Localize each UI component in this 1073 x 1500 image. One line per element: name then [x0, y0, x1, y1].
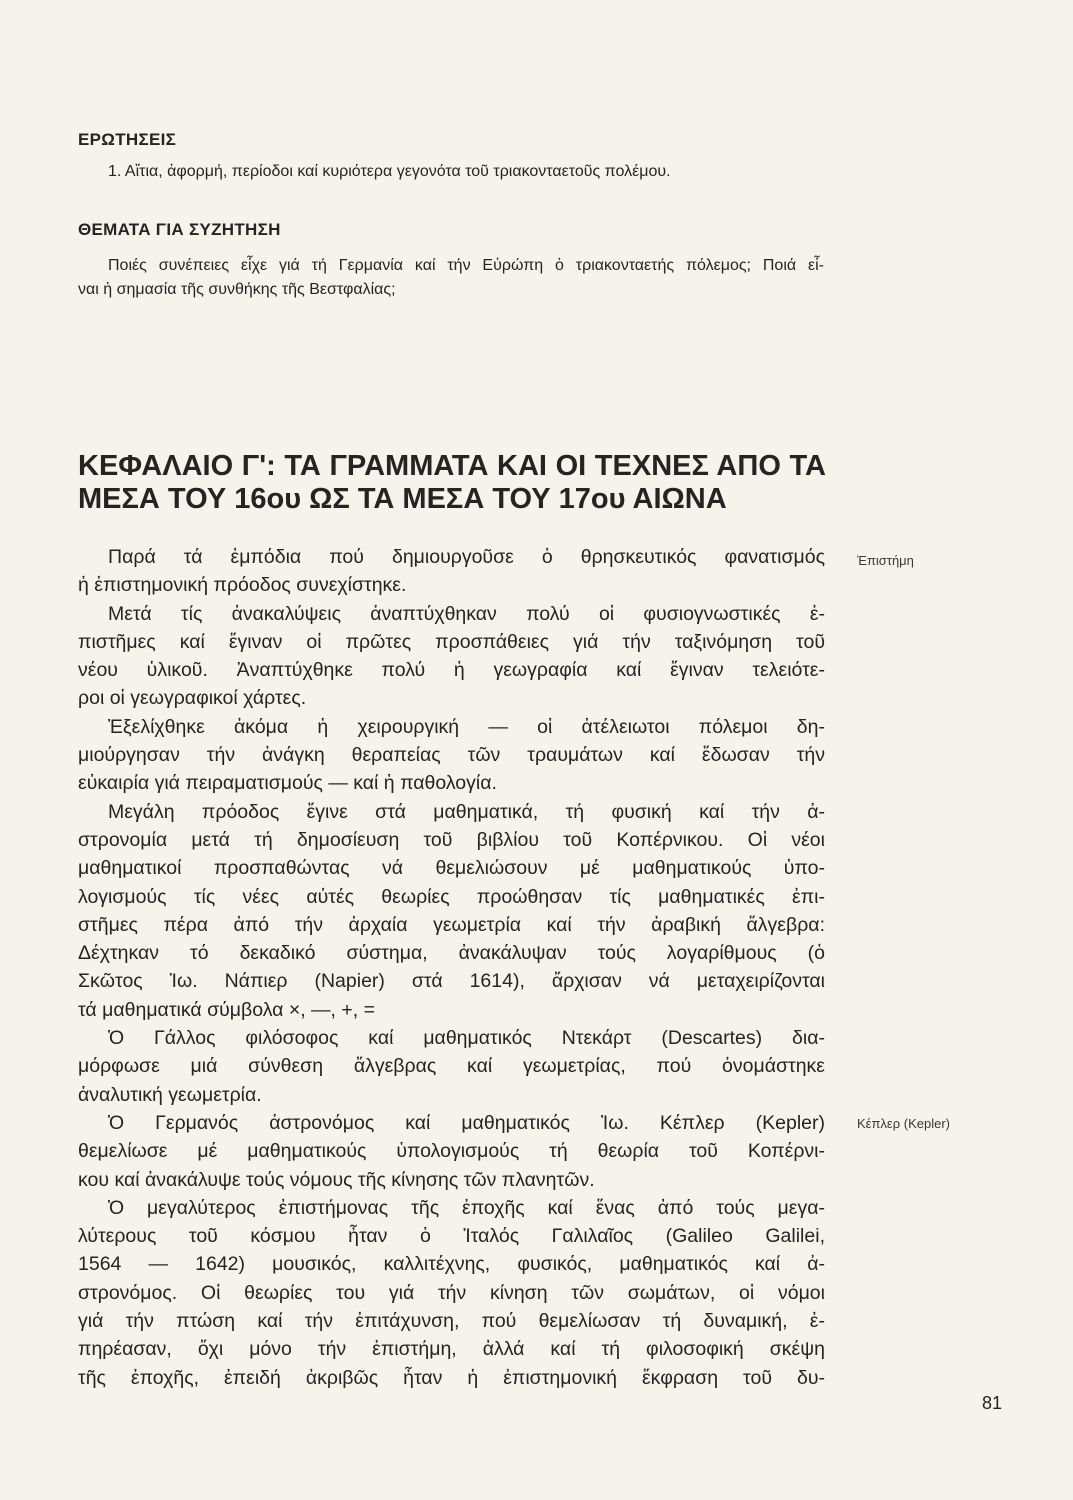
body-line: 1564 — 1642) μουσικός, καλλιτέχνης, φυσικός, μαθηματικός καί ἀ- [78, 1253, 825, 1276]
paragraph [78, 1109, 825, 1194]
body-line: μιούργησαν τήν ἀνάγκη θεραπείας τῶν τραυμάτων καί ἔδωσαν τήν [78, 744, 825, 767]
paragraph [78, 713, 825, 798]
body-line: μαθηματικοί προσπαθώντας νά θεμελιώσουν μέ μαθηματικούς ὑπο- [78, 857, 825, 880]
body-line: γιά τήν πτώση καί τήν ἐπιτάχυνση, πού θεμελίωσαν τή δυναμική, ἐ- [78, 1310, 825, 1333]
paragraph [78, 798, 825, 1024]
body-line: πιστῆμες καί ἔγιναν οἱ πρῶτες προσπάθειες γιά τήν ταξινόμηση τοῦ [78, 630, 825, 653]
margin-note-science: Ἐπιστήμη [857, 553, 914, 568]
body-line: στῆμες πέρα ἀπό τήν ἀρχαία γεωμετρία καί τήν ἀραβική ἄλγεβρα: [78, 913, 825, 936]
body-line: στρονόμος. Οἱ θεωρίες του γιά τήν κίνηση τῶν σωμάτων, οἱ νόμοι [78, 1281, 825, 1304]
chapter-title-line: ΜΕΣΑ ΤΟΥ 16ου ΩΣ ΤΑ ΜΕΣΑ ΤΟΥ 17ου ΑΙΩΝΑ [78, 483, 727, 515]
body-line: νέου ὑλικοῦ. Ἀναπτύχθηκε πολύ ἡ γεωγραφία καί ἔγιναν τελειότε- [78, 659, 825, 682]
body-line: τῆς ἐποχῆς, ἐπειδή ἀκριβῶς ἦταν ἡ ἐπιστημονική ἔκφραση τοῦ δυ- [78, 1366, 825, 1389]
discussion-heading: ΘΕΜΑΤΑ ΓΙΑ ΣΥΖΗΤΗΣΗ [78, 220, 281, 239]
body-line: λύτερους τοῦ κόσμου ἦταν ὁ Ἰταλός Γαλιλαῖος (Galileo Galilei, [78, 1225, 825, 1248]
body-line: εὐκαιρία γιά πειραματισμούς — καί ἡ παθολογία. [78, 772, 497, 795]
questions-heading: ΕΡΩΤΗΣΕΙΣ [78, 130, 177, 149]
body-line: λογισμούς τίς νέες αὐτές θεωρίες προώθησαν τίς μαθηματικές ἐπι- [78, 885, 825, 908]
body-text [78, 543, 825, 1392]
body-line: Δέχτηκαν τό δεκαδικό σύστημα, ἀνακάλυψαν τούς λογαρίθμους (ὁ [78, 942, 825, 965]
discussion-line: Ποιές συνέπειες εἶχε γιά τή Γερμανία καί τήν Εὐρώπη ὁ τριακονταετής πόλεμος; Ποιά εἶ- [108, 257, 824, 274]
body-line: ἀναλυτική γεωμετρία. [78, 1083, 262, 1106]
body-line: Παρά τά ἐμπόδια πού δημιουργοῦσε ὁ θρησκευτικός φανατισμός [108, 546, 825, 568]
discussion-line: ναι ἡ σημασία τῆς συνθήκης τῆς Βεστφαλίας; [78, 281, 396, 298]
body-line: Ἐξελίχθηκε ἀκόμα ἡ χειρουργική — οἱ ἀτέλειωτοι πόλεμοι δη- [108, 715, 825, 738]
paragraph [78, 543, 825, 600]
chapter-title [78, 450, 826, 516]
body-line: ροι οἱ γεωγραφικοί χάρτες. [78, 687, 307, 710]
discussion-text [78, 254, 824, 302]
body-line: Σκῶτος Ἰω. Νάπιερ (Napier) στά 1614), ἄρχισαν νά μεταχειρίζονται [78, 970, 825, 993]
chapter-title-line: ΚΕΦΑΛΑΙΟ Γ': ΤΑ ΓΡΑΜΜΑΤΑ ΚΑΙ ΟΙ ΤΕΧΝΕΣ ΑΠΟ ΤΑ [78, 450, 826, 482]
body-line: Ὁ μεγαλύτερος ἐπιστήμονας τῆς ἐποχῆς καί ἕνας ἀπό τούς μεγα- [108, 1196, 825, 1219]
body-line: ἡ ἐπιστημονική πρόοδος συνεχίστηκε. [78, 574, 407, 597]
body-line: Μετά τίς ἀνακαλύψεις ἀναπτύχθηκαν πολύ οἱ φυσιογνωστικές ἐ- [108, 602, 825, 625]
body-line: θεμελίωσε μέ μαθηματικούς ὑπολογισμούς τή θεωρία τοῦ Κοπέρνι- [78, 1140, 825, 1163]
paragraph [78, 1024, 825, 1109]
body-line: στρονομία μετά τή δημοσίευση τοῦ βιβλίου τοῦ Κοπέρνικου. Οἱ νέοι [78, 828, 825, 851]
page-number: 81 [982, 1393, 1003, 1413]
body-line: πηρέασαν, ὄχι μόνο τήν ἐπιστήμη, ἀλλά καί τή φιλοσοφική σκέψη [78, 1338, 825, 1361]
margin-note-kepler: Κέπλερ (Kepler) [857, 1116, 950, 1131]
body-line: μόρφωσε μιά σύνθεση ἄλγεβρας καί γεωμετρίας, πού ὀνομάστηκε [78, 1055, 825, 1078]
question-item: 1. Αἴτια, ἀφορμή, περίοδοι καί κυριότερα γεγονότα τοῦ τριακονταετοῦς πολέμου. [108, 163, 671, 180]
body-line: Ὁ Γάλλος φιλόσοφος καί μαθηματικός Ντεκάρτ (Descartes) δια- [108, 1027, 825, 1050]
body-line: κου καί ἀνακάλυψε τούς νόμους τῆς κίνησης τῶν πλανητῶν. [78, 1168, 595, 1191]
body-line: Ὁ Γερμανός ἀστρονόμος καί μαθηματικός Ἰω. Κέπλερ (Kepler) [108, 1111, 825, 1134]
body-line: τά μαθηματικά σύμβολα ×, —, +, = [78, 998, 376, 1021]
paragraph [78, 1194, 825, 1392]
paragraph [78, 600, 825, 713]
body-line: Μεγάλη πρόοδος ἔγινε στά μαθηματικά, τή φυσική καί τήν ἀ- [108, 800, 825, 823]
